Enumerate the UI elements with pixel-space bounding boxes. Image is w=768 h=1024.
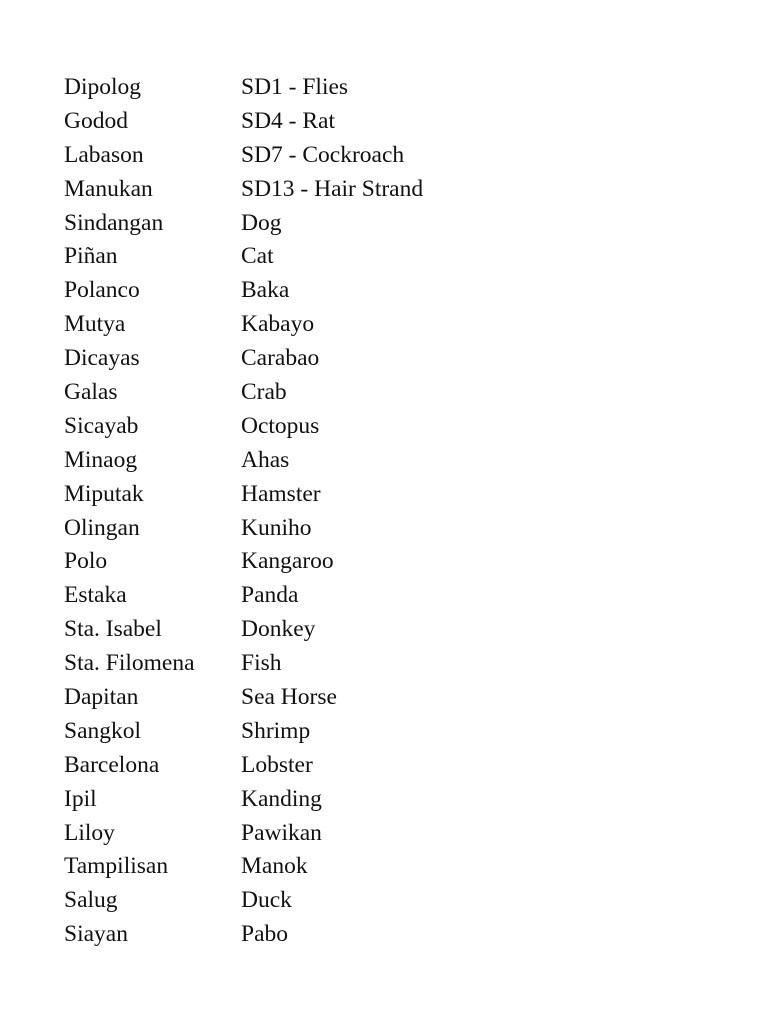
list-row <box>64 105 724 139</box>
list-row <box>64 207 724 241</box>
assigned-label: SD7 - Cockroach <box>241 141 405 168</box>
two-column-list <box>64 71 724 952</box>
place-name: Miputak <box>64 480 144 507</box>
assigned-label: Manok <box>241 853 308 880</box>
assigned-label: Hamster <box>241 480 321 507</box>
place-name: Estaka <box>64 582 127 609</box>
assigned-label: SD1 - Flies <box>241 74 349 100</box>
place-name: Dicayas <box>64 345 140 372</box>
assigned-label: Crab <box>241 379 287 406</box>
list-row <box>64 478 724 512</box>
place-name: Sangkol <box>64 717 142 744</box>
list-row <box>64 681 724 715</box>
place-name: Ipil <box>64 785 97 812</box>
place-name: Olingan <box>64 514 140 541</box>
place-name: Polanco <box>64 277 140 304</box>
list-row <box>64 817 724 851</box>
list-row <box>64 444 724 478</box>
list-row <box>64 512 724 546</box>
place-name: Tampilisan <box>64 853 169 880</box>
list-row <box>64 545 724 579</box>
place-name: Mutya <box>64 311 126 338</box>
place-name: Piñan <box>64 243 118 270</box>
place-name: Dapitan <box>64 684 139 711</box>
assigned-label: Kangaroo <box>241 548 334 575</box>
place-name: Barcelona <box>64 751 160 778</box>
assigned-label: Lobster <box>241 751 313 778</box>
place-name: Sindangan <box>64 209 164 236</box>
list-row <box>64 613 724 647</box>
place-name: Sta. Isabel <box>64 616 162 643</box>
list-row <box>64 918 724 952</box>
list-row <box>64 749 724 783</box>
assigned-label: Cat <box>241 243 274 270</box>
list-row <box>64 376 724 410</box>
list-row <box>64 783 724 817</box>
assigned-label: Fish <box>241 650 282 677</box>
place-name: Sicayab <box>64 412 139 439</box>
place-name: Sta. Filomena <box>64 650 195 677</box>
list-row <box>64 715 724 749</box>
place-name: Dipolog <box>64 74 142 100</box>
assigned-label: Kabayo <box>241 311 315 338</box>
assigned-label: Sea Horse <box>241 684 337 711</box>
assigned-label: Pawikan <box>241 819 322 846</box>
list-row <box>64 342 724 376</box>
place-name: Salug <box>64 887 118 914</box>
place-name: Liloy <box>64 819 115 846</box>
list-row <box>64 884 724 918</box>
list-row <box>64 173 724 207</box>
list-row <box>64 308 724 342</box>
assigned-label: Octopus <box>241 412 320 439</box>
place-name: Siayan <box>64 921 128 948</box>
assigned-label: Baka <box>241 277 290 304</box>
place-name: Manukan <box>64 175 153 202</box>
place-name: Galas <box>64 379 118 406</box>
list-row <box>64 647 724 681</box>
assigned-label: Kuniho <box>241 514 312 541</box>
assigned-label: Duck <box>241 887 292 914</box>
assigned-label: Pabo <box>241 921 288 948</box>
assigned-label: Donkey <box>241 616 316 643</box>
place-name: Minaog <box>64 446 138 473</box>
assigned-label: Ahas <box>241 446 290 473</box>
list-row <box>64 139 724 173</box>
list-row <box>64 71 724 105</box>
assigned-label: Dog <box>241 209 282 236</box>
place-name: Labason <box>64 141 144 168</box>
assigned-label: SD4 - Rat <box>241 107 335 134</box>
assigned-label: Carabao <box>241 345 320 372</box>
assigned-label: SD13 - Hair Strand <box>241 175 424 202</box>
assigned-label: Kanding <box>241 785 322 812</box>
place-name: Polo <box>64 548 108 575</box>
place-name: Godod <box>64 107 128 134</box>
list-row <box>64 240 724 274</box>
assigned-label: Shrimp <box>241 717 311 744</box>
list-row <box>64 850 724 884</box>
assigned-label: Panda <box>241 582 299 609</box>
list-row <box>64 410 724 444</box>
list-row <box>64 579 724 613</box>
list-row <box>64 274 724 308</box>
